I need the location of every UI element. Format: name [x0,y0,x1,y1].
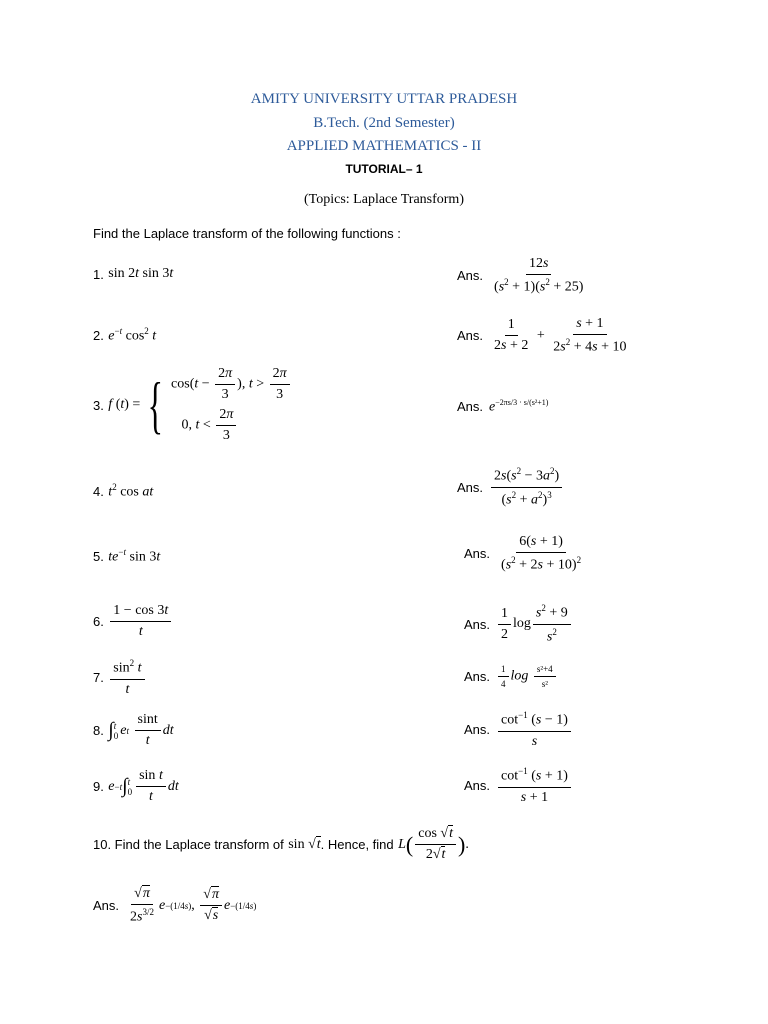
problem-number: 4. [93,483,104,499]
problem-10-middle: . Hence, find [320,837,394,852]
problem-number: 9. [93,779,104,794]
problem-expression: e −t ∫ t 0 $\frac{\text{sin t}}{t}$ dt [108,768,179,804]
answer-fraction: $\frac{s^2 + 9}{s^2}$ [533,603,571,645]
answer-expression: $\frac{√\pi}{2s^{3/2}}$ e −(1/4s) , $\frac{√\pi}{√s}$ e −(1/4s) [130,886,257,925]
problem-9 [93,768,179,805]
problem-expression: $e^{-t}$ $\cos^2 t$ [108,326,157,344]
answer-label: Ans. [464,778,491,794]
university-title: AMITY UNIVERSITY UTTAR PRADESH [250,91,518,107]
problem-expression: $te^{-t}$ sin 3t [108,547,161,565]
problem-number: 8. [93,723,104,738]
left-brace: { [147,369,164,440]
problem-8 [93,712,174,749]
problem-expression: $t^2$ cos at [108,482,154,500]
answer-fraction: $\frac{s + 1}{2s^2 + 4s + 10}$ [553,316,627,355]
answer-7 [464,664,558,689]
problem-expression: $\frac{1 - \cos 3t}{t}$ [110,603,171,640]
problem-number: 2. [93,327,104,343]
problem-6 [93,603,173,640]
answer-3 [457,398,548,416]
answer-label: Ans. [457,399,484,415]
problem-expression: f (t) = [108,397,141,412]
problem-expression: ∫ t 0 e t $\frac{\sin t}{t}$ dt [108,712,174,748]
answer-fraction: $\frac{1}{2s + 2}$ [494,317,529,354]
problem-number: 5. [93,548,104,564]
answer-fraction: $\frac{6(s + 1)}{(s^2 + 2s + 10)^2}$ [501,534,582,573]
answer-9 [464,766,573,806]
answer-5 [464,534,586,574]
answer-label: Ans. [464,616,491,632]
answer-fraction: $\frac{\cot^{-1} (s - 1)}{s}$ [498,710,571,750]
answer-label: Ans. [93,898,120,914]
answer-expression: $\frac{1}{4}$ log $\frac{\text{s²+4}}{\text{s²}}$ [496,664,558,689]
answer-label: Ans. [464,546,491,562]
problem-number: 1. [93,266,104,282]
problem-2 [93,326,156,345]
piecewise-cases: cos(t − $\frac{2\pi}{3}$ ), t > $\frac{2\pi}{3}$ 0, t < $\frac{2\pi}{3}$ [171,366,292,444]
answer-label: Ans. [464,669,491,684]
problem-1 [93,265,173,283]
problem-expression: sin 2t sin 3t [108,266,174,281]
problem-5 [93,547,160,566]
answer-fraction: $\frac{\cot^{-1} (s + 1)}{s + 1}$ [498,766,571,806]
problem-3 [93,366,292,444]
answer-6: Ans. $\frac{1}{2}$ log $\frac{s^2 + 9}{s^2}$ [464,603,573,645]
answer-label: Ans. [457,328,484,344]
answer-label: Ans. [464,722,491,738]
topics-line: (Topics: Laplace Transform) [304,192,464,207]
answer-8 [464,710,573,750]
problem-10-function: sin √t [288,836,321,852]
program-title: B.Tech. (2nd Semester) [313,115,455,131]
answer-label: Ans. [457,268,484,284]
answer-1 [457,256,588,296]
problem-7 [93,658,147,698]
problem-4 [93,482,153,501]
tutorial-title: TUTORIAL– 1 [345,162,423,176]
problem-10 [93,826,469,863]
problem-expression: $\frac{\sin^2 t}{t}$ [110,658,144,698]
problem-10-target: L ( $\frac{\cos √t}{2√t}$ ) . [398,826,469,862]
problem-number: 3. [93,397,104,413]
problem-number: 6. [93,614,104,629]
answer-fraction: $\frac{12s}{(s^2 + 1)(s^2 + 25)}$ [494,256,584,295]
answer-fraction: $\frac{2s(s^2 - 3a^2)}{(s^2 + a^2)^3}$ [491,466,562,508]
answer-expression: $e^{-2\pi s/3 \cdot s/(s^2+1)}$ [489,398,549,415]
problem-number: 7. [93,670,104,686]
answer-10 [93,886,256,926]
intro-text: Find the Laplace transform of the following functions : [93,226,401,241]
answer-2: Ans. $\frac{1}{2s + 2}$ + $\frac{s + 1}{2s^2 + 4s + 10}$ [457,316,632,356]
answer-label: Ans. [457,479,484,495]
course-title: APPLIED MATHEMATICS - II [286,138,482,154]
answer-4 [457,466,564,508]
problem-10-prefix: 10. Find the Laplace transform of [93,837,284,852]
